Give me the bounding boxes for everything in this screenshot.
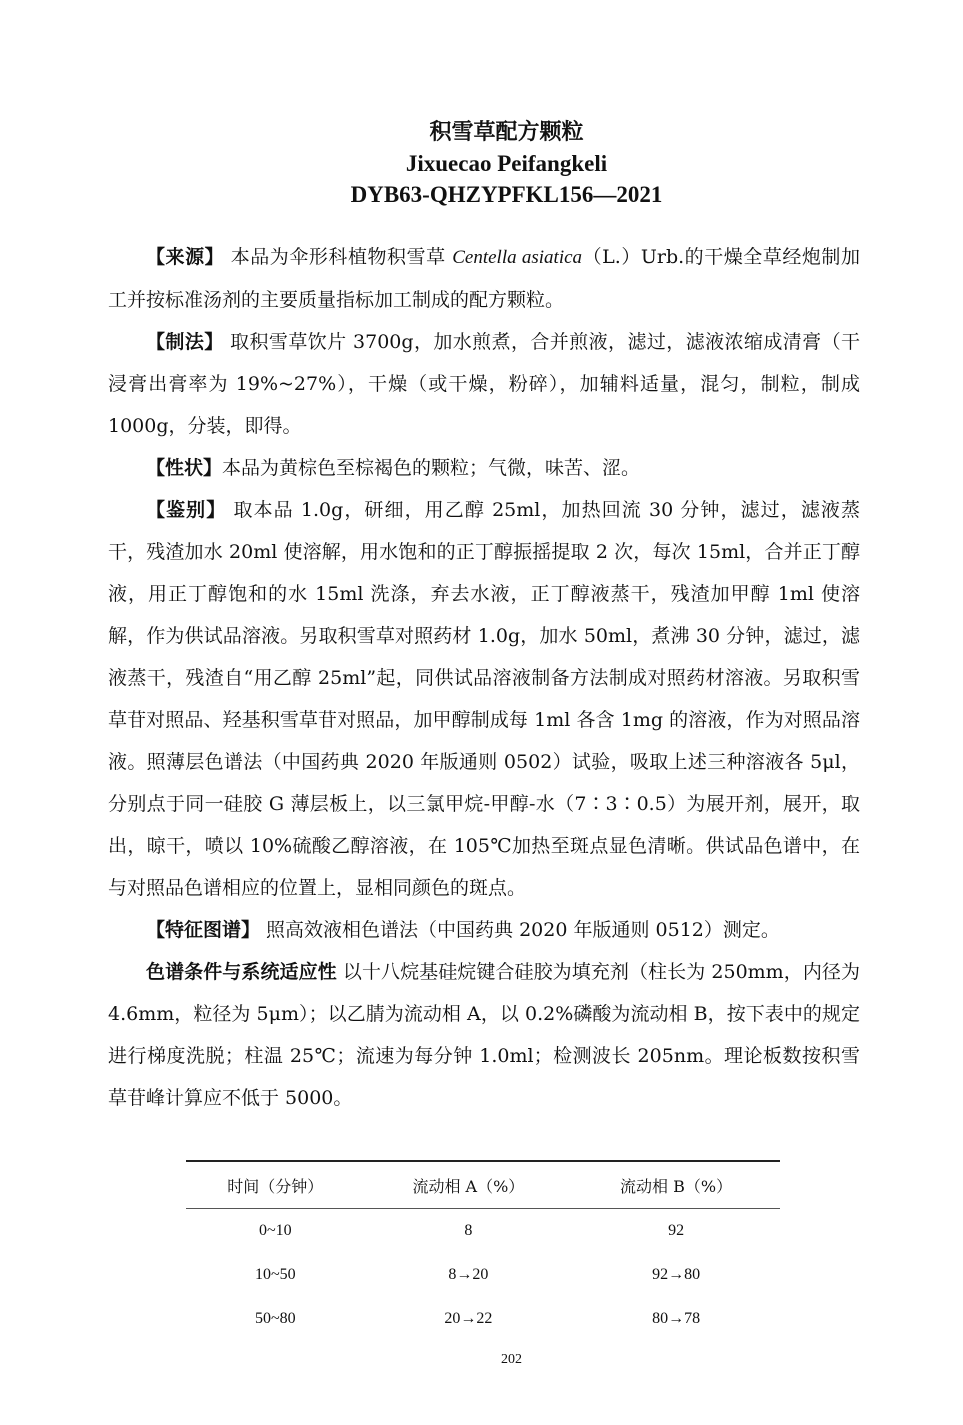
fingerprint-heading: 【特征图谱】 — [146, 919, 261, 941]
gradient-table — [186, 1160, 780, 1341]
cell-phase-a: 20→22 — [444, 1310, 493, 1327]
chromatography-text: 以十八烷基硅烷键合硅胶为填充剂（柱长为 250mm，内径为 4.6mm，粒径为 5μm）；以乙腈为流动相 A，以 0.2%磷酸为流动相 B，按下表中的规定进行梯度洗脱；柱温 25℃；流速为每分钟 1.0ml；检测波长 205nm。理论板数按积雪草苷峰计算应不低于 5000。 — [108, 961, 860, 1109]
table-header-row — [186, 1161, 780, 1209]
source-heading: 【来源】 — [146, 246, 225, 268]
preparation-paragraph — [108, 321, 860, 447]
fingerprint-text: 照高效液相色谱法（中国药典 2020 年版通则 0512）测定。 — [260, 919, 780, 941]
header-time: 时间（分钟） — [227, 1176, 324, 1196]
table-row — [186, 1209, 780, 1254]
cell-phase-a: 8 — [464, 1222, 473, 1239]
header-phase-a: 流动相 A（%） — [412, 1176, 525, 1196]
identification-paragraph — [108, 489, 860, 909]
table-row — [186, 1297, 780, 1341]
cell-time: 50~80 — [254, 1310, 296, 1327]
source-paragraph — [108, 236, 860, 321]
source-text-b: （L.）Urb.的干燥全草经炮制加工并按标准汤剂的主要质量指标加工制成的配方颗粒。 — [108, 246, 860, 311]
cell-phase-b: 80→78 — [652, 1310, 701, 1327]
character-paragraph — [108, 447, 860, 489]
title-block — [0, 116, 963, 210]
cell-phase-a: 8→20 — [448, 1266, 489, 1283]
character-heading: 【性状】 — [146, 457, 223, 479]
cell-time: 0~10 — [258, 1222, 292, 1239]
character-text: 本品为黄棕色至棕褐色的颗粒；气微，味苦、涩。 — [222, 457, 641, 479]
title-pinyin: Jixuecao Peifangkeli — [405, 151, 608, 176]
table-row — [186, 1253, 780, 1297]
cell-phase-b: 92 — [668, 1222, 685, 1239]
page-number: 202 — [501, 1352, 522, 1367]
preparation-text: 取积雪草饮片 3700g，加水煎煮，合并煎液，滤过，滤液浓缩成清膏（干浸膏出膏率为 19%~27%），干燥（或干燥，粉碎），加辅料适量，混匀，制粒，制成 1000g，分装，即得。 — [108, 331, 860, 437]
source-text-a: 本品为伞形科植物积雪草 — [224, 246, 453, 268]
identification-text: 取本品 1.0g，研细，用乙醇 25ml，加热回流 30 分钟，滤过，滤液蒸干，残渣加水 20ml 使溶解，用水饱和的正丁醇振摇提取 2 次，每次 15ml，合并正丁醇液，用正丁醇饱和的水 15ml 洗涤，弃去水液，正丁醇液蒸干，残渣加甲醇 1ml 使溶解，作为供试品溶液。另取积雪草对照药材 1.0g，加水 50ml，煮沸 30 分钟，滤过，滤液蒸干，残渣自“用乙醇 25ml”起，同供试品溶液制备方法制成对照药材溶液。另取积雪草苷对照品、羟基积雪草苷对照品，加甲醇制成每 1ml 各含 1mg 的溶液，作为对照品溶液。照薄层色谱法（中国药典 2020 年版通则 0502）试验，吸取上述三种溶液各 5μl，分别点于同一硅胶 G 薄层板上，以三氯甲烷-甲醇-水（7∶3∶0.5）为展开剂，展开，取出，晾干，喷以 10%硫酸乙醇溶液，在 105℃加热至斑点显色清晰。供试品色谱中，在与对照品色谱相应的位置上，显相同颜色的斑点。 — [108, 499, 860, 899]
preparation-heading: 【制法】 — [146, 331, 224, 353]
title-chinese: 积雪草配方颗粒 — [429, 119, 584, 145]
cell-phase-b: 92→80 — [652, 1266, 701, 1283]
fingerprint-paragraph — [108, 909, 860, 951]
identification-heading: 【鉴别】 — [146, 499, 227, 521]
monograph-body — [108, 236, 860, 1119]
cell-time: 10~50 — [254, 1266, 296, 1283]
header-phase-b: 流动相 B（%） — [620, 1176, 733, 1196]
chromatography-paragraph — [108, 951, 860, 1119]
chromatography-heading: 色谱条件与系统适应性 — [146, 961, 337, 983]
standard-code: DYB63-QHZYPFKL156—2021 — [350, 182, 663, 207]
latin-name: Centella asiatica — [452, 247, 583, 268]
